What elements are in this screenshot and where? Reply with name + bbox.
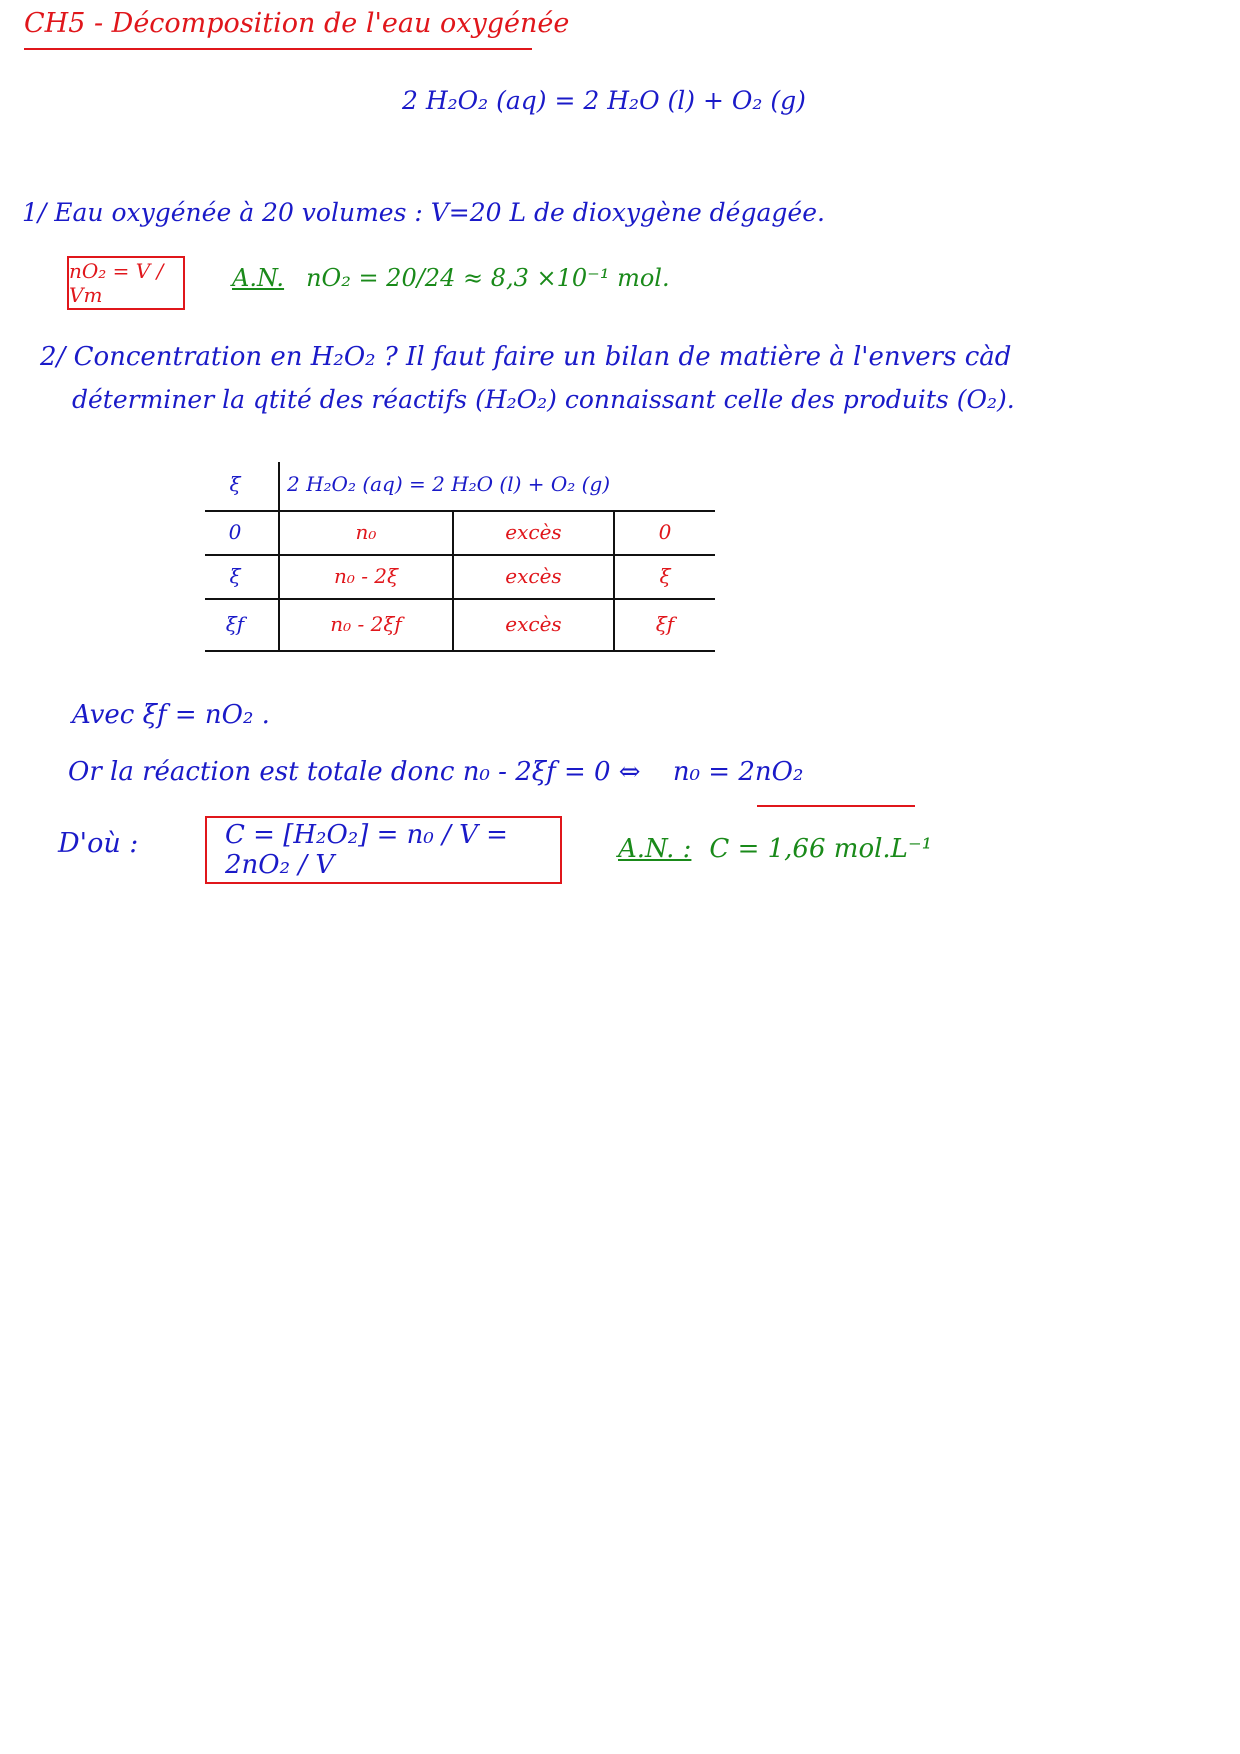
table-header-divider xyxy=(205,510,715,512)
table-cell-oxygen: ξf xyxy=(655,612,675,636)
conclusion-line-2-text: Or la réaction est totale donc n₀ - 2ξf = 0 ⇔ xyxy=(68,757,641,787)
final-an-label: A.N. : xyxy=(618,834,692,864)
conclusion-line-2-result: n₀ = 2nO₂ xyxy=(672,757,804,787)
table-cell-water: excès xyxy=(505,612,562,636)
result-underline xyxy=(757,805,915,807)
reaction-equation: 2 H₂O₂ (aq) = 2 H₂O (l) + O₂ (g) xyxy=(402,86,806,115)
conclusion-line-3-label: D'où : xyxy=(58,828,139,859)
table-cell-reactant: n₀ - 2ξ xyxy=(333,564,399,588)
question-1-application xyxy=(232,264,670,292)
question-2-line-2: déterminer la qtité des réactifs (H₂O₂) connaissant celle des produits (O₂). xyxy=(72,385,1015,414)
table-cell-reactant: n₀ - 2ξf xyxy=(330,612,402,636)
advancement-table xyxy=(205,462,715,652)
final-an-value: C = 1,66 mol.L⁻¹ xyxy=(709,834,933,864)
final-formula-box xyxy=(205,816,562,884)
table-header-equation: 2 H₂O₂ (aq) = 2 H₂O (l) + O₂ (g) xyxy=(287,472,611,496)
title-underline xyxy=(24,48,532,50)
page-title: CH5 - Décomposition de l'eau oxygénée xyxy=(24,8,570,39)
table-cell-xi: ξf xyxy=(225,612,245,636)
table-row-divider xyxy=(205,598,715,600)
table-cell-xi: ξ xyxy=(229,564,241,588)
formula-box-moles xyxy=(67,256,185,310)
an-label: A.N. xyxy=(232,264,285,292)
final-application xyxy=(618,834,932,864)
conclusion-line-2 xyxy=(68,757,803,787)
final-formula: C = [H₂O₂] = n₀ / V = 2nO₂ / V xyxy=(225,820,508,880)
table-cell-oxygen: 0 xyxy=(658,520,672,544)
formula-moles: nO₂ = V / Vm xyxy=(69,259,164,307)
table-cell-water: excès xyxy=(505,564,562,588)
table-cell-reactant: n₀ xyxy=(355,520,377,544)
question-2-line-1: 2/ Concentration en H₂O₂ ? Il faut faire un bilan de matière à l'envers càd xyxy=(40,342,1012,372)
table-row-divider xyxy=(205,554,715,556)
table-bottom-line xyxy=(205,650,715,652)
table-cell-water: excès xyxy=(505,520,562,544)
question-1-text: 1/ Eau oxygénée à 20 volumes : V=20 L de dioxygène dégagée. xyxy=(22,198,825,227)
an-value: nO₂ = 20/24 ≈ 8,3 ×10⁻¹ mol. xyxy=(306,264,670,292)
conclusion-line-1: Avec ξf = nO₂ . xyxy=(72,700,270,730)
table-header-xi: ξ xyxy=(229,472,241,496)
table-cell-oxygen: ξ xyxy=(659,564,671,588)
table-cell-xi: 0 xyxy=(228,520,242,544)
